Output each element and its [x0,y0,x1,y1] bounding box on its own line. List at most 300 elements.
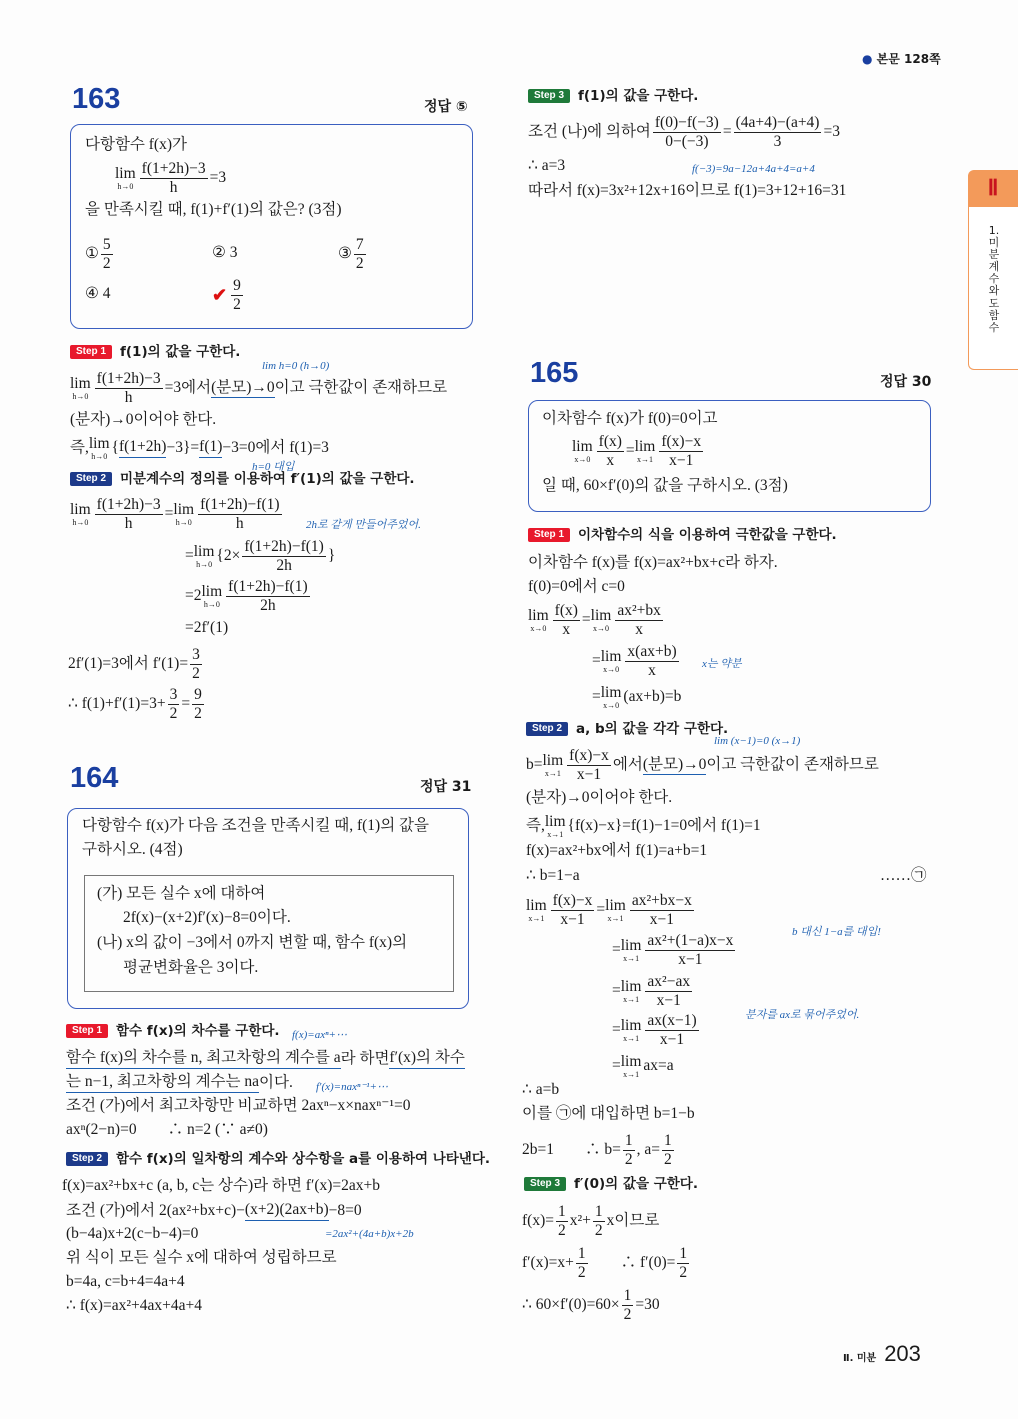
question-formula [572,433,705,470]
page-number: 203 [884,1341,921,1366]
lim-label: lim [173,501,195,519]
text: , a= [636,1141,660,1159]
solution-line [66,1297,202,1316]
solution-line [185,538,335,575]
denominator: h [235,514,244,532]
limit [526,897,547,923]
underlined-text: (x+2)(2ax+b) [245,1201,329,1221]
step-badge: Step 3 [528,89,570,103]
text: = [592,687,601,705]
text: =3에서 [164,379,212,397]
limit-subscript: h→0 [91,451,108,461]
fraction [192,686,204,723]
numerator: 1 [623,1287,632,1304]
limit-subscript: x→0 [574,454,591,464]
numerator: 1 [557,1203,566,1220]
fraction [734,114,822,151]
solution-line [592,643,681,680]
solution-line [66,1225,198,1244]
choice-4 [85,285,111,304]
step-title: f(1)의 값을 구한다. [120,344,241,360]
denominator: 2 [233,295,241,313]
limit-subscript: x→0 [603,664,620,674]
limit [591,607,612,633]
text: ④ 4 [85,285,111,302]
fraction [630,892,694,929]
solution-line [612,1012,701,1049]
numerator: 7 [355,236,364,253]
text: 위 식이 모든 실수 x에 대하여 성립하므로 [66,1249,337,1266]
text: (나) x의 값이 −3에서 0까지 변할 때, 함수 f(x)의 [97,934,408,951]
solution-line [528,114,840,151]
fraction [576,1245,588,1282]
chapter-tab-label: 1.미분계수와도함수 [988,224,1000,334]
step-2-header [66,1151,490,1167]
fraction [140,160,208,197]
annotation-note: =2ax²+(4a+b)x+2b [325,1228,414,1240]
denominator: h [124,514,133,532]
numerator: 1 [679,1245,688,1262]
solution-line [66,1249,337,1268]
denominator: 2 [169,704,178,722]
denominator: x−1 [576,765,602,783]
text: (분자)→0이어야 한다. [70,411,217,428]
text: 일 때, 60×f′(0)의 값을 구하시오. (3점) [542,477,788,494]
solution-line [522,1081,559,1100]
step-1-header [70,344,240,360]
question-text [542,477,788,496]
text: 2f′(1)=3에서 f′(1)= [68,655,189,673]
denominator: 2 [663,1150,672,1168]
text: ∴ a=b [522,1081,560,1098]
text: b= [526,756,543,774]
text: f′(x)=x+ [522,1254,574,1272]
limit-subscript: x→0 [530,623,547,633]
denominator: 2 [192,664,200,682]
step-title: 이차함수의 식을 이용하여 극한값을 구한다. [578,527,837,543]
limit-subscript: x→0 [603,700,620,710]
text: f(x)=ax²+bx에서 f(1)=a+b=1 [526,842,708,859]
denominator: h [169,178,178,196]
limit-subscript: x→1 [623,994,640,1004]
underlined-text: (분모)→0 [211,379,275,399]
fraction [645,973,692,1010]
solution-line [526,747,879,784]
fraction [101,236,113,273]
underlined-text: f(1) [199,438,222,458]
annotation-note: x는 약분 [702,658,742,670]
numerator: f(0)−f(−3) [654,114,719,131]
lim-label: lim [572,438,593,456]
solution-line [66,1273,185,1292]
solution-line [522,1245,691,1282]
text: = [596,901,606,919]
solution-line [526,867,580,886]
numerator: 3 [169,686,178,703]
step-2-header [526,721,728,737]
denominator: 2 [624,1150,633,1168]
fraction [95,496,163,533]
problem-box [70,124,473,329]
denominator: 2 [102,254,111,272]
solution-line [612,1053,674,1079]
solution-line [526,892,696,929]
limit-subscript: x→1 [623,1033,640,1043]
step-1-header [528,527,837,543]
solution-line [70,411,216,430]
lim-label: lim [620,937,642,955]
text: = [612,982,621,1000]
lim-label: lim [88,435,110,452]
underlined-text: 함수 f(x)의 차수를 n, 최고차항의 계수를 a [66,1049,341,1069]
step-badge: Step 1 [528,528,570,542]
fraction [615,602,663,639]
fraction [625,643,678,680]
step-1-header [66,1023,280,1039]
denominator: x−1 [669,451,694,469]
text: ∴ a=3 [528,157,566,174]
solution-line [62,1177,380,1196]
limit-subscript: h→0 [72,517,89,527]
numerator: f(1+2h)−f(1) [244,538,324,555]
limit-subscript: h→0 [196,559,213,569]
numerator: 3 [192,646,200,663]
solution-line [526,813,761,839]
fraction [242,538,325,575]
numerator: f(x)−x [552,892,593,909]
fraction [623,1132,635,1169]
lim-label: lim [193,543,215,561]
limit [89,435,110,461]
page-footer [843,1341,921,1367]
question-text [85,136,187,155]
text: (분자)→0이어야 한다. [526,789,673,806]
limit [202,583,223,609]
denominator: x−1 [656,991,681,1009]
annotation-note: 2h로 같게 만들어주었어. [306,519,421,531]
condition-text [97,934,407,953]
question-text [82,817,429,836]
numerator: x(ax+b) [627,643,677,660]
step-badge: Step 2 [526,722,568,736]
numerator: ax(x−1) [647,1012,697,1029]
limit [70,375,91,401]
solution-line [522,1105,695,1124]
solution-line [522,1287,660,1324]
step-2-header [70,471,415,487]
circle-icon: ● [862,52,873,66]
limit [173,501,194,527]
text: f(x)= [522,1212,554,1230]
footer-section: Ⅱ. 미분 [843,1353,877,1364]
choice-3 [338,236,368,273]
numerator: 1 [594,1203,603,1220]
lim-label: lim [605,897,626,915]
underlined-text: 는 n−1, 최고차항의 계수는 na [66,1073,259,1093]
denominator: x−1 [659,1030,685,1048]
limit [601,684,622,710]
solution-line [592,684,681,710]
solution-line [68,646,204,683]
text: 즉, [526,816,545,834]
text: 이차함수 f(x)를 f(x)=ax²+bx+c라 하자. [528,554,778,571]
page-reference [862,50,941,67]
text: 이를 ㉠에 대입하면 b=1−b [522,1105,695,1122]
text: 따라서 f(x)=3x²+12x+16이므로 f(1)=3+12+16=31 [528,182,847,199]
fraction [553,602,580,639]
solution-line [528,578,625,597]
limit-subscript: x→1 [528,913,545,923]
text: (가) 모든 실수 x에 대하여 [97,885,266,902]
fraction [231,277,243,314]
text: 라 하면 [340,1049,390,1067]
numerator: (4a+4)−(a+4) [735,114,820,131]
annotation-note: f(x)=axⁿ+⋯ [292,1029,347,1041]
text: 2f(x)−(x+2)f′(x)−8=0이다. [123,909,291,926]
denominator: 2 [623,1305,632,1323]
text: =2f′(1) [185,619,229,636]
denominator: 2h [276,556,292,574]
lim-label: lim [526,897,547,915]
denominator: 0−(−3) [665,132,709,150]
solution-line [528,554,778,573]
step-badge: Step 1 [70,345,112,359]
limit [545,813,566,839]
solution-line [612,932,737,969]
text: = [181,695,191,713]
problem-number: 165 [530,357,579,389]
text: = [612,941,621,959]
question-text [85,201,342,220]
text: (b−4a)x+2(c−b−4)=0 [66,1225,199,1242]
lim-label: lim [620,978,642,996]
numerator: 9 [233,277,241,294]
underlined-text: f′(x)의 차수 [389,1049,464,1069]
solution-line [66,1049,465,1069]
fraction [653,114,721,151]
limit [621,1053,642,1079]
numerator: f(1+2h)−3 [96,496,161,513]
step-title: 함수 f(x)의 일차항의 계수와 상수항을 a를 이용하여 나타낸다. [116,1151,491,1167]
text: ∴ 60×f′(0)=60× [522,1296,620,1314]
text: f(x)=ax²+bx+c (a, b, c는 상수)라 하면 f′(x)=2ax+b [62,1177,381,1194]
answer-label: 정답 ⑤ [424,99,468,115]
step-3-header [524,1176,698,1192]
annotation-note: lim (x−1)=0 (x→1) [714,735,801,747]
text: 이고 극한값이 존재하므로 [706,756,879,774]
text: = [185,547,194,565]
solution-line [528,182,846,201]
limit [70,501,91,527]
text: −3}= [166,438,200,456]
limit-subscript: x→0 [593,623,609,633]
limit [605,897,626,923]
fraction [226,578,309,615]
fraction [567,747,611,784]
text: = [612,1056,621,1074]
text: ② 3 [212,244,238,261]
text: { [111,438,119,456]
fraction [354,236,366,273]
question-formula [115,160,226,197]
numerator: f(1+2h)−f(1) [228,578,308,595]
fraction [593,1203,605,1240]
text: 2b=1 ∴ b= [522,1141,621,1159]
numerator: 1 [577,1245,586,1262]
text: 이다. [259,1073,293,1091]
solution-line [528,157,565,176]
fraction [622,1287,634,1324]
text: b=4a, c=b+4=4a+4 [66,1273,185,1290]
text: ∴ f′(0)= [589,1254,676,1272]
text: 이차함수 f(x)가 f(0)=0이고 [542,410,718,427]
text: 즉, [70,438,89,456]
text: axⁿ(2−n)=0 ∴ n=2 (∵ a≠0) [66,1121,268,1138]
solution-line [66,1121,268,1140]
text: = [625,442,635,460]
denominator: x [606,451,615,469]
denominator: 3 [773,132,782,150]
numerator: 1 [663,1132,672,1149]
text: 을 만족시킬 때, f(1)+f′(1)의 값은? (3점) [85,201,342,218]
limit [621,937,642,963]
fraction [198,496,281,533]
denominator: 2h [260,596,276,614]
text: 구하시오. (4점) [82,841,183,858]
solution-line [522,1132,676,1169]
solution-line [66,1073,293,1093]
step-title: f′(0)의 값을 구한다. [574,1176,698,1192]
choice-1 [85,236,115,273]
text: } [327,547,336,565]
step-3-header [528,88,698,104]
solution-line [528,602,665,639]
limit-subscript: x→1 [623,1069,640,1079]
lim-label: lim [600,648,622,666]
text: (ax+b)=b [623,687,682,705]
text: = [592,652,601,670]
underlined-text: f(1+2h) [119,438,166,458]
annotation-note: b 대신 1−a를 대입! [792,926,881,938]
limit-subscript: h→0 [72,391,89,401]
numerator: f(x) [598,433,622,450]
text: =2 [185,587,202,605]
text: 에서 [612,756,643,774]
limit [543,752,564,778]
check-mark-icon: ✔ [212,284,228,305]
fraction [551,892,595,929]
lim-label: lim [590,607,612,625]
text: 다항함수 f(x)가 [85,136,187,153]
numerator: f(1+2h)−3 [141,160,206,177]
limit-subscript: x→1 [607,913,624,923]
chapter-tab[interactable] [968,206,1018,370]
text: 다항함수 f(x)가 다음 조건을 만족시킬 때, f(1)의 값을 [82,817,429,834]
question-text [82,841,183,860]
text: = [722,123,732,141]
text: ax=a [643,1056,674,1074]
solution-line [70,496,284,533]
denominator: 2 [594,1221,603,1239]
limit-subscript: x→1 [637,454,653,464]
page-reference-text: 본문 128쪽 [876,52,941,66]
lim-label: lim [70,375,91,393]
limit [115,165,136,191]
problem-number: 164 [70,762,119,794]
limit-subscript: h→0 [203,599,220,609]
text: = [612,1021,621,1039]
solution-line [68,686,206,723]
denominator: x−1 [560,910,585,928]
solution-line [185,619,228,638]
solution-line [70,370,447,407]
solution-line [522,1203,659,1240]
lim-label: lim [542,752,564,770]
text: = [581,611,591,629]
step-badge: Step 1 [66,1024,108,1038]
limit [621,1017,642,1043]
step-badge: Step 2 [70,472,112,486]
text: {2× [216,547,241,565]
text: =3 [209,169,227,187]
text: =30 [635,1296,660,1314]
denominator: 2 [355,254,364,272]
text: ……㉠ [880,867,927,884]
numerator: ax²−ax [647,973,691,990]
text: x이므로 [606,1212,660,1230]
chapter-tab-roman[interactable]: Ⅱ [968,170,1018,206]
annotation-note: h=0 대입 [252,461,295,473]
fraction [645,932,735,969]
text: 평균변화율은 3이다. [123,959,259,976]
fraction [95,370,163,407]
limit [194,543,215,569]
lim-label: lim [70,501,91,519]
numerator: f(x)−x [569,747,609,764]
annotation-note: 분자를 ax로 묶어주었어. [745,1009,860,1021]
denominator: x [562,620,571,638]
fraction [659,433,703,470]
text: 이고 극한값이 존재하므로 [274,379,448,397]
lim-label: lim [528,607,549,625]
step-title: 미분계수의 정의를 이용하여 f′(1)의 값을 구한다. [120,471,415,487]
text: ∴ b=1−a [526,867,580,884]
denominator: 2 [577,1263,586,1281]
denominator: x [648,661,656,679]
step-title: f(1)의 값을 구한다. [578,88,699,104]
text: ∴ f(1)+f′(1)=3+ [68,695,166,713]
limit-subscript: x→1 [623,953,640,963]
limit-subscript: h→0 [175,517,192,527]
text: {f(x)−x}=f(1)−1=0에서 f(1)=1 [567,816,761,834]
numerator: 5 [102,236,111,253]
denominator: x−1 [649,910,674,928]
question-text [542,410,718,429]
problem-number: 163 [72,83,121,115]
fraction [190,646,202,683]
lim-label: lim [600,684,622,701]
step-title: a, b의 값을 각각 구한다. [576,721,729,737]
condition-text [123,959,258,978]
answer-label: 정답 31 [420,779,472,795]
text: −8=0 [328,1201,362,1219]
limit [621,978,642,1004]
solution-line [66,1097,411,1116]
fraction [597,433,624,470]
solution-line [66,1201,362,1221]
text: = [164,505,174,523]
denominator: 2 [557,1221,566,1239]
